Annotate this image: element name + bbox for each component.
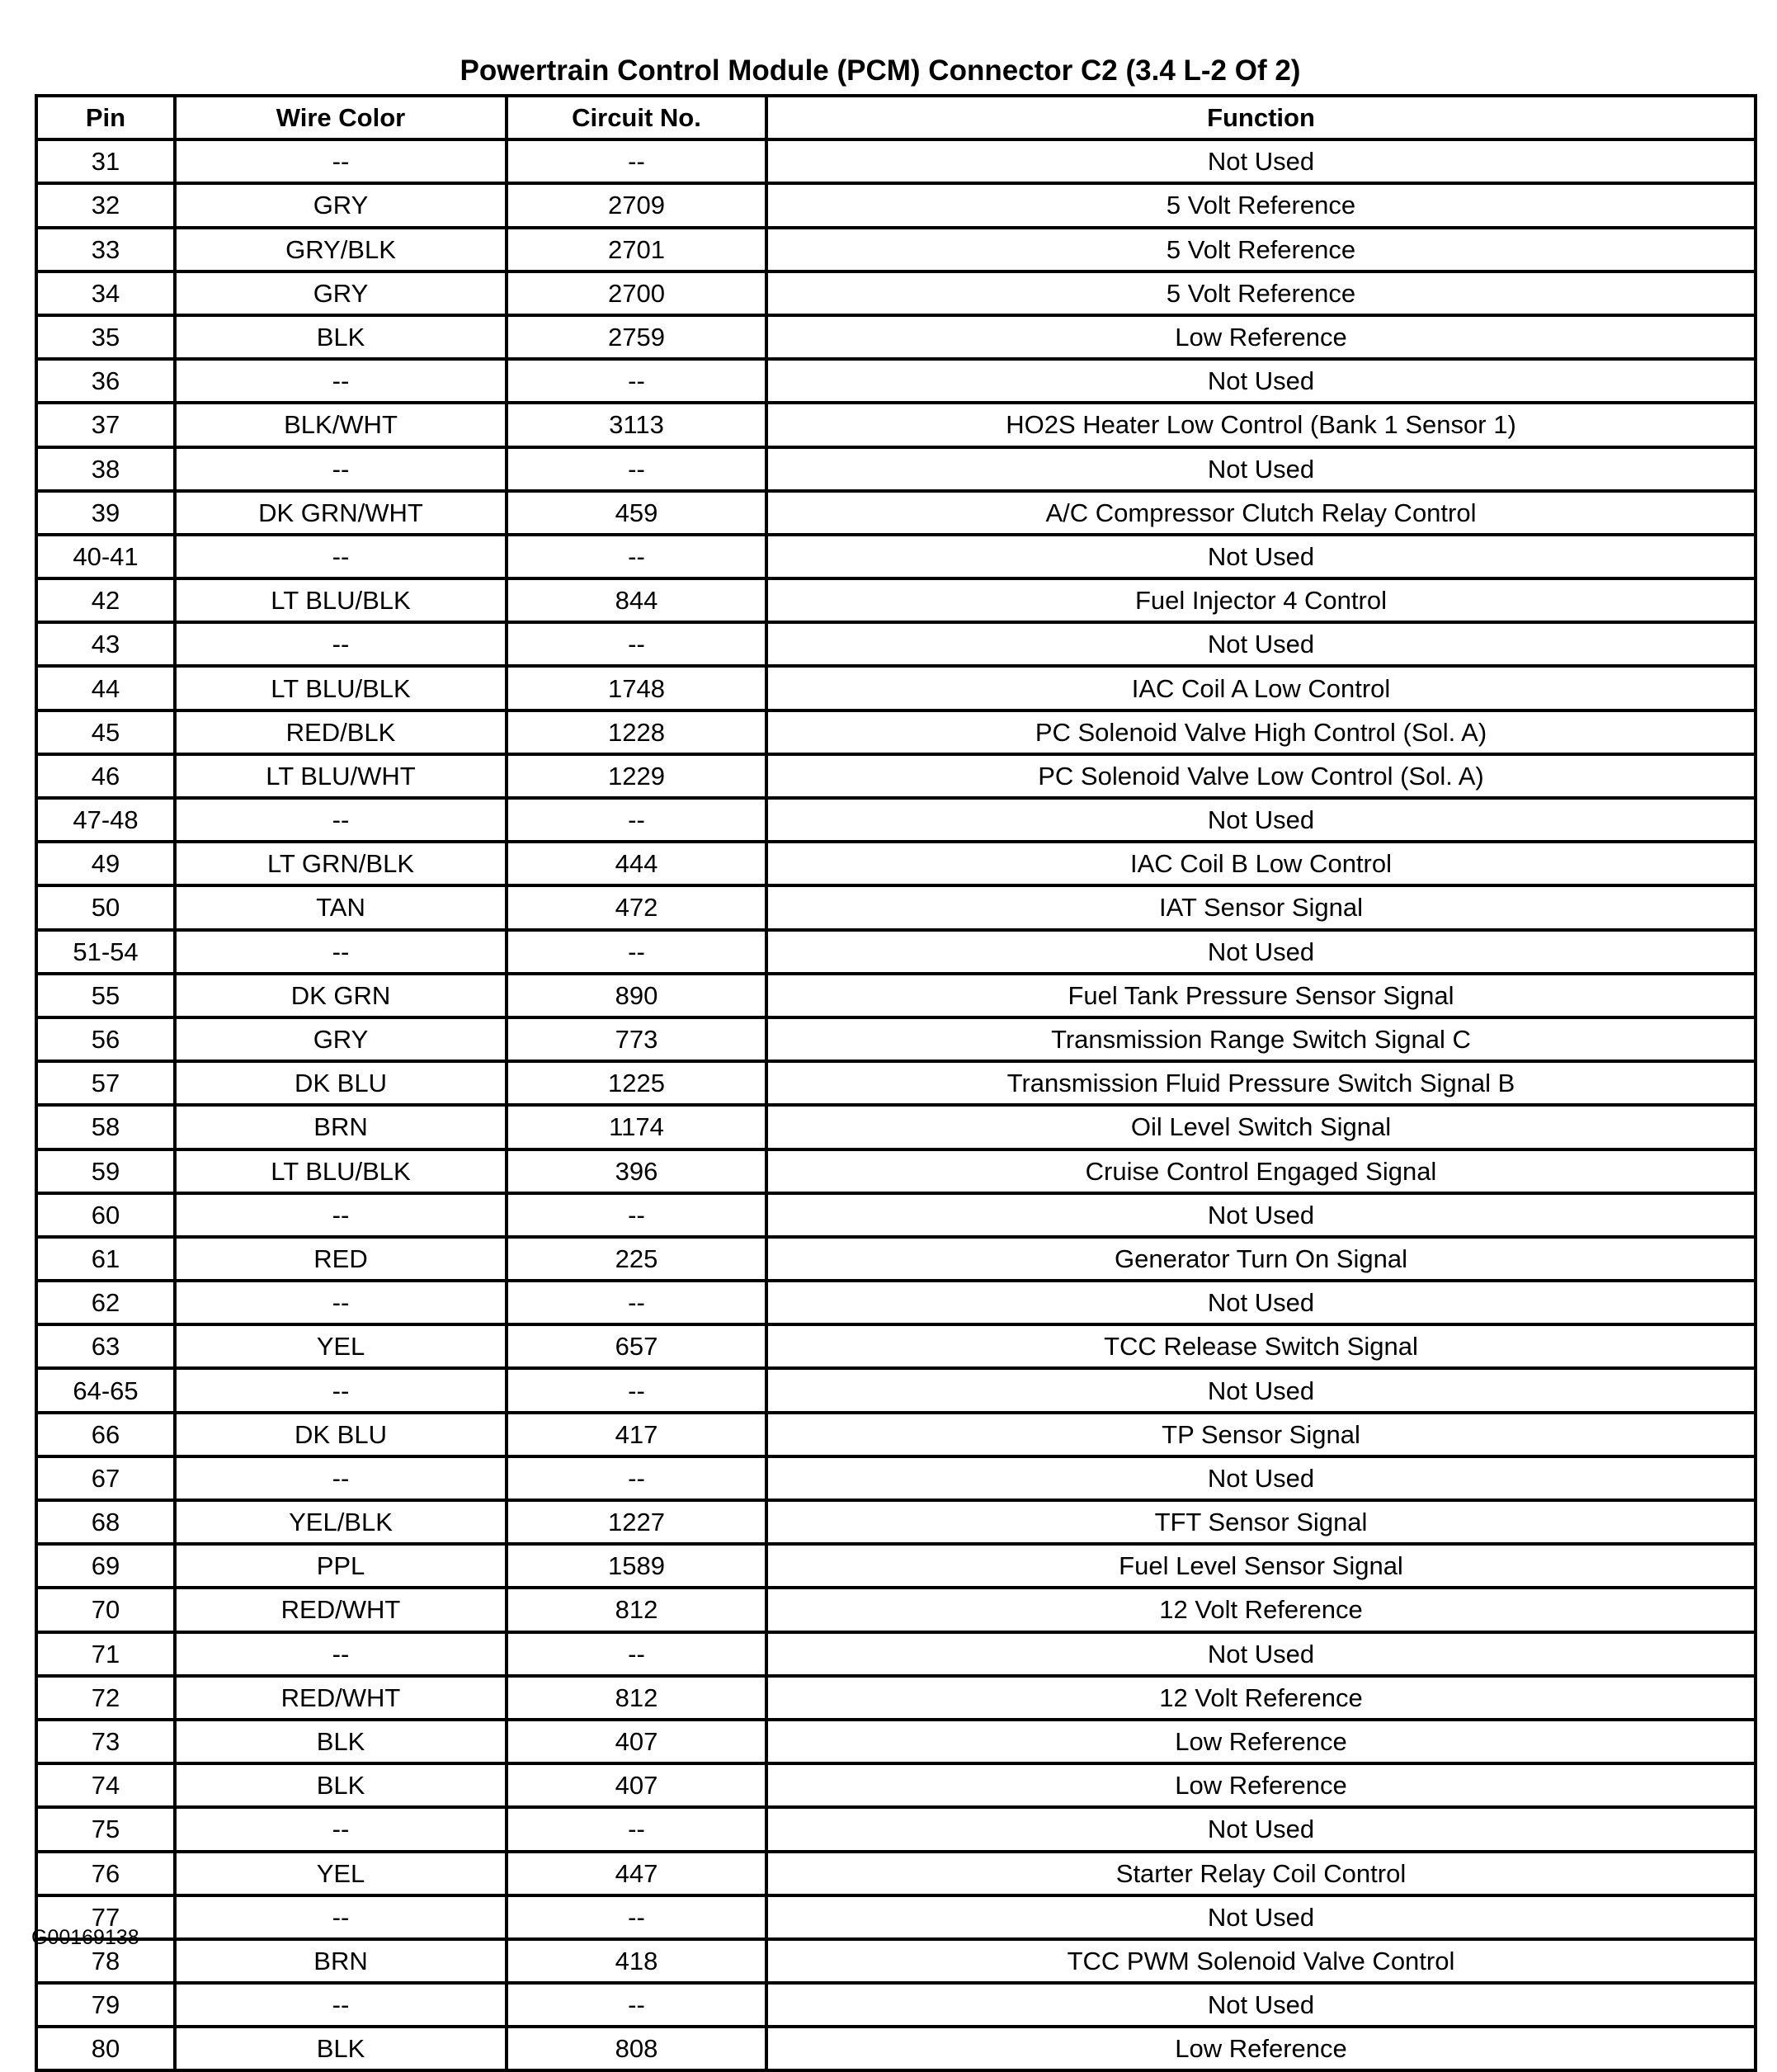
cell-pin: 55 [36, 974, 175, 1017]
table-row [36, 578, 1756, 622]
table-row [36, 798, 1756, 842]
cell-function: TCC Release Switch Signal [766, 1324, 1756, 1368]
cell-function: Oil Level Switch Signal [766, 1105, 1756, 1149]
cell-pin: 32 [36, 183, 175, 227]
cell-function: 12 Volt Reference [766, 1588, 1756, 1631]
cell-wire-color: -- [175, 447, 507, 491]
cell-pin: 73 [36, 1720, 175, 1763]
cell-wire-color: GRY [175, 1017, 507, 1061]
table-row [36, 535, 1756, 578]
table-row [36, 1720, 1756, 1763]
cell-pin: 40-41 [36, 535, 175, 578]
cell-wire-color: -- [175, 535, 507, 578]
cell-wire-color: -- [175, 798, 507, 842]
cell-wire-color: -- [175, 1807, 507, 1851]
cell-wire-color: YEL/BLK [175, 1500, 507, 1544]
table-row [36, 666, 1756, 710]
cell-circuit-no: -- [507, 447, 766, 491]
cell-function: PC Solenoid Valve High Control (Sol. A) [766, 710, 1756, 754]
table-row [36, 1237, 1756, 1281]
cell-pin: 31 [36, 139, 175, 183]
cell-function: 5 Volt Reference [766, 228, 1756, 271]
cell-pin: 42 [36, 578, 175, 622]
cell-circuit-no: -- [507, 1983, 766, 2027]
cell-circuit-no: -- [507, 359, 766, 403]
cell-circuit-no: -- [507, 1281, 766, 1324]
cell-function: TFT Sensor Signal [766, 1500, 1756, 1544]
figure-id: G00169138 [31, 1926, 139, 1949]
cell-wire-color: RED/WHT [175, 1676, 507, 1720]
cell-circuit-no: 1228 [507, 710, 766, 754]
cell-pin: 76 [36, 1852, 175, 1895]
cell-function: Not Used [766, 1456, 1756, 1500]
cell-wire-color: GRY/BLK [175, 228, 507, 271]
cell-circuit-no: -- [507, 798, 766, 842]
cell-function: Not Used [766, 1983, 1756, 2027]
cell-pin: 78 [36, 1939, 175, 1983]
cell-pin: 43 [36, 622, 175, 666]
cell-pin: 37 [36, 403, 175, 446]
cell-wire-color: -- [175, 1632, 507, 1676]
cell-wire-color: -- [175, 1895, 507, 1939]
cell-wire-color: LT BLU/BLK [175, 666, 507, 710]
cell-pin: 66 [36, 1413, 175, 1456]
cell-function: Fuel Tank Pressure Sensor Signal [766, 974, 1756, 1017]
cell-circuit-no: 2701 [507, 228, 766, 271]
cell-wire-color: RED/WHT [175, 1588, 507, 1631]
cell-function: Not Used [766, 1632, 1756, 1676]
cell-function: Low Reference [766, 2027, 1756, 2070]
table-row [36, 1193, 1756, 1237]
cell-pin: 33 [36, 228, 175, 271]
cell-function: Transmission Fluid Pressure Switch Signal B [766, 1061, 1756, 1105]
cell-circuit-no: 472 [507, 885, 766, 929]
cell-wire-color: PPL [175, 1544, 507, 1588]
cell-circuit-no: -- [507, 1807, 766, 1851]
table-row [36, 710, 1756, 754]
cell-wire-color: LT GRN/BLK [175, 842, 507, 885]
cell-wire-color: TAN [175, 885, 507, 929]
cell-function: Not Used [766, 1193, 1756, 1237]
cell-pin: 57 [36, 1061, 175, 1105]
cell-pin: 56 [36, 1017, 175, 1061]
cell-pin: 58 [36, 1105, 175, 1149]
cell-wire-color: -- [175, 359, 507, 403]
cell-wire-color: YEL [175, 1852, 507, 1895]
table-title: Powertrain Control Module (PCM) Connector C2 (3.4 L-2 Of 2) [460, 54, 1301, 87]
table-row [36, 1676, 1756, 1720]
cell-circuit-no: -- [507, 1456, 766, 1500]
table-row [36, 1368, 1756, 1412]
table-row [36, 271, 1756, 315]
cell-circuit-no: 447 [507, 1852, 766, 1895]
table-row [36, 1017, 1756, 1061]
cell-pin: 71 [36, 1632, 175, 1676]
table-row [36, 1895, 1756, 1939]
cell-function: Transmission Range Switch Signal C [766, 1017, 1756, 1061]
cell-pin: 74 [36, 1763, 175, 1807]
cell-circuit-no: 407 [507, 1720, 766, 1763]
cell-wire-color: DK BLU [175, 1061, 507, 1105]
table-row [36, 1939, 1756, 1983]
table-row [36, 1413, 1756, 1456]
cell-pin: 63 [36, 1324, 175, 1368]
cell-circuit-no: 3113 [507, 403, 766, 446]
cell-wire-color: DK GRN/WHT [175, 491, 507, 535]
cell-circuit-no: 417 [507, 1413, 766, 1456]
cell-pin: 49 [36, 842, 175, 885]
cell-wire-color: DK GRN [175, 974, 507, 1017]
table-row [36, 139, 1756, 183]
cell-circuit-no: 2759 [507, 315, 766, 359]
cell-circuit-no: 657 [507, 1324, 766, 1368]
table-row [36, 1632, 1756, 1676]
cell-wire-color: RED [175, 1237, 507, 1281]
cell-circuit-no: 418 [507, 1939, 766, 1983]
table-row [36, 1149, 1756, 1193]
cell-circuit-no: -- [507, 930, 766, 974]
cell-pin: 79 [36, 1983, 175, 2027]
cell-function: 12 Volt Reference [766, 1676, 1756, 1720]
cell-function: 5 Volt Reference [766, 183, 1756, 227]
cell-function: HO2S Heater Low Control (Bank 1 Sensor 1) [766, 403, 1756, 446]
cell-pin: 51-54 [36, 930, 175, 974]
table-row [36, 1852, 1756, 1895]
table-row [36, 315, 1756, 359]
cell-circuit-no: 773 [507, 1017, 766, 1061]
header-circuit-no: Circuit No. [507, 96, 766, 139]
table-row [36, 491, 1756, 535]
cell-circuit-no: -- [507, 1368, 766, 1412]
table-row [36, 1061, 1756, 1105]
cell-circuit-no: -- [507, 622, 766, 666]
cell-function: Not Used [766, 1368, 1756, 1412]
cell-wire-color: DK BLU [175, 1413, 507, 1456]
cell-pin: 44 [36, 666, 175, 710]
cell-wire-color: GRY [175, 271, 507, 315]
cell-function: A/C Compressor Clutch Relay Control [766, 491, 1756, 535]
cell-pin: 80 [36, 2027, 175, 2070]
cell-wire-color: BLK [175, 1720, 507, 1763]
cell-pin: 61 [36, 1237, 175, 1281]
table-row [36, 183, 1756, 227]
cell-function: Not Used [766, 139, 1756, 183]
cell-circuit-no: -- [507, 535, 766, 578]
cell-pin: 36 [36, 359, 175, 403]
cell-wire-color: BLK [175, 315, 507, 359]
cell-circuit-no: 225 [507, 1237, 766, 1281]
cell-wire-color: -- [175, 1193, 507, 1237]
cell-wire-color: -- [175, 930, 507, 974]
cell-function: TP Sensor Signal [766, 1413, 1756, 1456]
table-row [36, 1588, 1756, 1631]
cell-pin: 72 [36, 1676, 175, 1720]
header-pin: Pin [36, 96, 175, 139]
cell-function: Low Reference [766, 315, 1756, 359]
cell-pin: 64-65 [36, 1368, 175, 1412]
cell-wire-color: -- [175, 1281, 507, 1324]
cell-wire-color: GRY [175, 183, 507, 227]
cell-pin: 47-48 [36, 798, 175, 842]
cell-pin: 67 [36, 1456, 175, 1500]
cell-circuit-no: 812 [507, 1588, 766, 1631]
cell-circuit-no: -- [507, 1895, 766, 1939]
table-row [36, 2027, 1756, 2070]
table-row [36, 447, 1756, 491]
pin-table [35, 94, 1757, 2072]
cell-wire-color: BLK [175, 2027, 507, 2070]
cell-function: Not Used [766, 447, 1756, 491]
cell-pin: 50 [36, 885, 175, 929]
cell-pin: 38 [36, 447, 175, 491]
table-row [36, 1544, 1756, 1588]
cell-function: Fuel Level Sensor Signal [766, 1544, 1756, 1588]
table-row [36, 930, 1756, 974]
cell-circuit-no: 1174 [507, 1105, 766, 1149]
cell-function: Not Used [766, 1807, 1756, 1851]
cell-circuit-no: 459 [507, 491, 766, 535]
table-row [36, 1807, 1756, 1851]
table-row [36, 842, 1756, 885]
cell-pin: 60 [36, 1193, 175, 1237]
cell-function: Low Reference [766, 1763, 1756, 1807]
cell-wire-color: YEL [175, 1324, 507, 1368]
table-row [36, 1324, 1756, 1368]
cell-wire-color: -- [175, 1456, 507, 1500]
cell-pin: 69 [36, 1544, 175, 1588]
cell-wire-color: BRN [175, 1939, 507, 1983]
cell-pin: 70 [36, 1588, 175, 1631]
cell-wire-color: -- [175, 622, 507, 666]
cell-circuit-no: 396 [507, 1149, 766, 1193]
cell-function: Generator Turn On Signal [766, 1237, 1756, 1281]
table-row [36, 1456, 1756, 1500]
cell-pin: 68 [36, 1500, 175, 1544]
cell-function: IAC Coil B Low Control [766, 842, 1756, 885]
cell-wire-color: BRN [175, 1105, 507, 1149]
cell-wire-color: BLK/WHT [175, 403, 507, 446]
cell-wire-color: -- [175, 1368, 507, 1412]
cell-function: Not Used [766, 622, 1756, 666]
table-row [36, 1105, 1756, 1149]
cell-circuit-no: 844 [507, 578, 766, 622]
table-row [36, 228, 1756, 271]
header-wire-color: Wire Color [175, 96, 507, 139]
cell-circuit-no: 1227 [507, 1500, 766, 1544]
cell-circuit-no: 1589 [507, 1544, 766, 1588]
cell-pin: 45 [36, 710, 175, 754]
cell-circuit-no: -- [507, 139, 766, 183]
cell-function: Low Reference [766, 1720, 1756, 1763]
cell-circuit-no: 808 [507, 2027, 766, 2070]
cell-pin: 59 [36, 1149, 175, 1193]
cell-wire-color: -- [175, 1983, 507, 2027]
table-row [36, 1983, 1756, 2027]
header-row [36, 96, 1756, 139]
cell-circuit-no: -- [507, 1632, 766, 1676]
cell-wire-color: LT BLU/BLK [175, 1149, 507, 1193]
cell-pin: 39 [36, 491, 175, 535]
table-row [36, 754, 1756, 798]
cell-function: Fuel Injector 4 Control [766, 578, 1756, 622]
cell-wire-color: -- [175, 139, 507, 183]
cell-function: PC Solenoid Valve Low Control (Sol. A) [766, 754, 1756, 798]
cell-function: Cruise Control Engaged Signal [766, 1149, 1756, 1193]
cell-circuit-no: 812 [507, 1676, 766, 1720]
cell-circuit-no: 2700 [507, 271, 766, 315]
cell-pin: 35 [36, 315, 175, 359]
table-row [36, 1500, 1756, 1544]
cell-circuit-no: 1748 [507, 666, 766, 710]
cell-function: IAT Sensor Signal [766, 885, 1756, 929]
cell-function: Not Used [766, 359, 1756, 403]
table-row [36, 1281, 1756, 1324]
cell-function: Not Used [766, 1895, 1756, 1939]
cell-function: 5 Volt Reference [766, 271, 1756, 315]
table-row [36, 359, 1756, 403]
cell-circuit-no: 444 [507, 842, 766, 885]
cell-circuit-no: 2709 [507, 183, 766, 227]
cell-function: TCC PWM Solenoid Valve Control [766, 1939, 1756, 1983]
cell-circuit-no: 407 [507, 1763, 766, 1807]
cell-pin: 77 [36, 1895, 175, 1939]
cell-function: IAC Coil A Low Control [766, 666, 1756, 710]
cell-circuit-no: 1229 [507, 754, 766, 798]
table-row [36, 403, 1756, 446]
cell-circuit-no: -- [507, 1193, 766, 1237]
cell-pin: 46 [36, 754, 175, 798]
table-row [36, 885, 1756, 929]
cell-wire-color: LT BLU/WHT [175, 754, 507, 798]
table-row [36, 1763, 1756, 1807]
cell-circuit-no: 1225 [507, 1061, 766, 1105]
cell-function: Not Used [766, 535, 1756, 578]
cell-wire-color: BLK [175, 1763, 507, 1807]
table-body [36, 139, 1756, 2070]
cell-pin: 62 [36, 1281, 175, 1324]
cell-function: Starter Relay Coil Control [766, 1852, 1756, 1895]
cell-pin: 34 [36, 271, 175, 315]
cell-wire-color: RED/BLK [175, 710, 507, 754]
cell-wire-color: LT BLU/BLK [175, 578, 507, 622]
cell-circuit-no: 890 [507, 974, 766, 1017]
table-row [36, 974, 1756, 1017]
cell-function: Not Used [766, 798, 1756, 842]
cell-function: Not Used [766, 930, 1756, 974]
header-function: Function [766, 96, 1756, 139]
cell-pin: 75 [36, 1807, 175, 1851]
table-row [36, 622, 1756, 666]
cell-function: Not Used [766, 1281, 1756, 1324]
